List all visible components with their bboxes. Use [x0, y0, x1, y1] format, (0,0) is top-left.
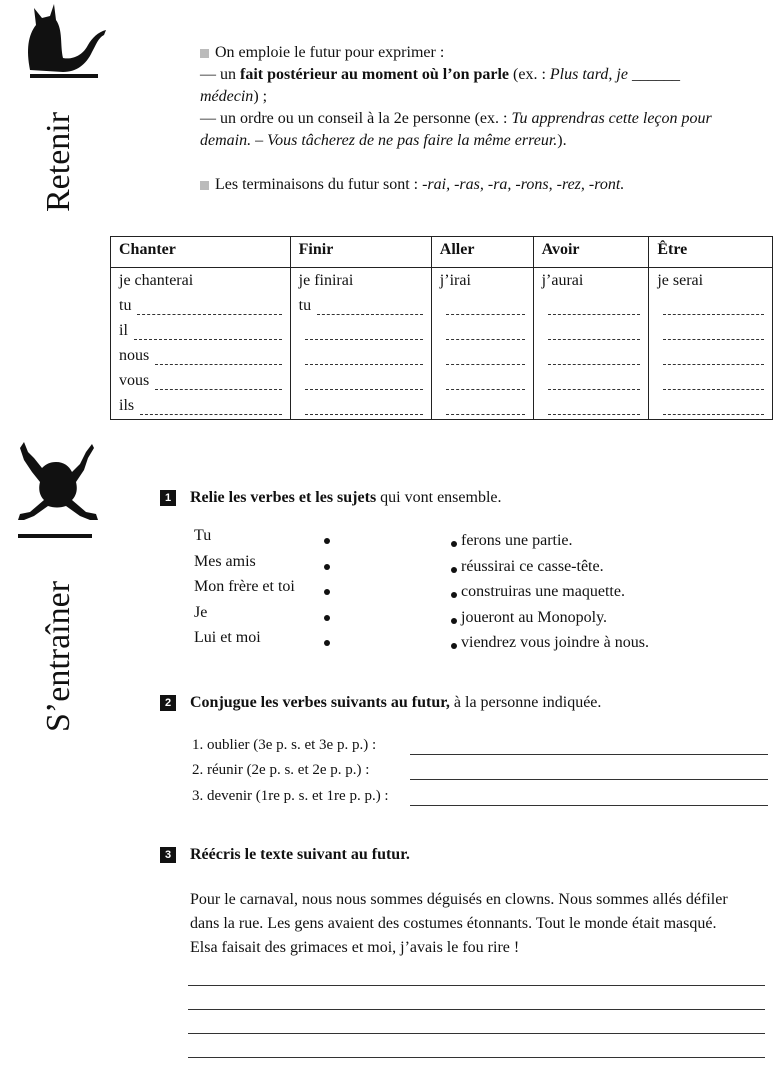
- answer-blank[interactable]: [446, 325, 525, 340]
- match-dot-right[interactable]: [451, 643, 457, 649]
- answer-blank[interactable]: [305, 350, 423, 365]
- list-item: Mes amis: [194, 552, 256, 570]
- list-item: construiras une maquette.: [461, 583, 625, 600]
- answer-blank[interactable]: [548, 375, 641, 390]
- col-chanter: je chanterai tu il nous vous ils: [111, 268, 291, 420]
- match-dot-right[interactable]: [451, 567, 457, 573]
- answer-line[interactable]: [410, 805, 768, 806]
- match-dot-right[interactable]: [451, 592, 457, 598]
- col-aller: j’irai: [431, 268, 533, 420]
- exercise-2-item: 3. devenir (1re p. s. et 1re p. p.) :: [192, 788, 389, 804]
- exercise-number-badge: 2: [160, 695, 176, 711]
- list-item: Lui et moi: [194, 629, 261, 646]
- match-dot-left[interactable]: [324, 538, 330, 544]
- retenir-rule: [30, 74, 98, 78]
- col-etre: je serai: [649, 268, 773, 420]
- list-item: joueront au Monopoly.: [461, 608, 608, 626]
- verbs-list: [461, 532, 649, 660]
- match-dot-left[interactable]: [324, 640, 330, 646]
- answer-blank[interactable]: [140, 400, 282, 415]
- answer-blank[interactable]: [663, 400, 764, 415]
- match-dot-left[interactable]: [324, 615, 330, 621]
- answer-blank[interactable]: [137, 300, 281, 315]
- answer-blank[interactable]: [663, 375, 764, 390]
- cat-icon: [8, 0, 108, 80]
- answer-blank[interactable]: [663, 300, 764, 315]
- retenir-label: Retenir: [40, 111, 77, 212]
- list-item: ferons une partie.: [461, 532, 573, 549]
- exercise-number-badge: 1: [160, 490, 176, 506]
- exercise-3-title: 3 Réécris le texte suivant au futur.: [160, 846, 410, 864]
- answer-blank[interactable]: [317, 300, 423, 315]
- header-aller: Aller: [431, 237, 533, 268]
- exercise-2-title: 2 Conjugue les verbes suivants au futur, à la personne indiquée.: [160, 694, 601, 712]
- header-etre: Être: [649, 237, 773, 268]
- table-body-row: [111, 268, 773, 420]
- col-avoir: j’aurai: [533, 268, 649, 420]
- answer-blank[interactable]: [305, 400, 423, 415]
- answer-blank[interactable]: [446, 350, 525, 365]
- subjects-list: [194, 527, 295, 655]
- answer-blank[interactable]: [155, 375, 281, 390]
- answer-blank[interactable]: [134, 325, 282, 340]
- exercise-number-badge: 3: [160, 847, 176, 863]
- conjugation-table: [110, 236, 773, 420]
- answer-blank[interactable]: [305, 375, 423, 390]
- answer-line[interactable]: [410, 779, 768, 780]
- match-dot-right[interactable]: [451, 541, 457, 547]
- list-item: réussirai ce casse-tête.: [461, 557, 604, 575]
- retenir-text: On emploie le futur pour exprimer : — un fait postérieur au moment où l’on parle (ex. : Plus tard, je ______ médecin) ; — un ordre ou un conseil à la 2e personne (ex. : Tu apprendras cette leçon pour demain. – Vous tâcherez de ne pas faire la même erreur.). Les terminaisons du futur sont : -rai, -ras, -ra, -rons, -rez, -ront.: [200, 44, 712, 193]
- table-header-row: [111, 237, 773, 268]
- header-avoir: Avoir: [533, 237, 649, 268]
- exercise-3-text: Pour le carnaval, nous nous sommes déguisés en clowns. Nous sommes allés défiler dans la rue. Les gens avaient des costumes étonnants. Tout le monde était masqué. Elsa faisait des grimaces et moi, j’avais le fou rire !: [190, 891, 728, 956]
- header-finir: Finir: [290, 237, 431, 268]
- header-chanter: Chanter: [111, 237, 291, 268]
- answer-blank[interactable]: [663, 325, 764, 340]
- answer-line[interactable]: [188, 1057, 765, 1058]
- answer-line[interactable]: [188, 985, 765, 986]
- answer-blank[interactable]: [446, 375, 525, 390]
- list-item: Mon frère et toi: [194, 578, 295, 595]
- square-bullet-icon: [200, 49, 209, 58]
- col-finir: je finirai tu: [290, 268, 431, 420]
- answer-line[interactable]: [188, 1009, 765, 1010]
- frog-icon: [14, 438, 104, 530]
- exercise-2-item: 2. réunir (2e p. s. et 2e p. p.) :: [192, 762, 370, 778]
- square-bullet-icon: [200, 181, 209, 190]
- answer-line[interactable]: [410, 754, 768, 755]
- match-dot-left[interactable]: [324, 564, 330, 570]
- sentrainer-rule: [18, 534, 92, 538]
- answer-blank[interactable]: [155, 350, 281, 365]
- answer-blank[interactable]: [548, 325, 641, 340]
- answer-blank[interactable]: [446, 400, 525, 415]
- answer-blank[interactable]: [548, 400, 641, 415]
- match-dot-right[interactable]: [451, 618, 457, 624]
- exercise-2-item: 1. oublier (3e p. s. et 3e p. p.) :: [192, 737, 377, 753]
- sentrainer-label: S’entraîner: [40, 580, 77, 732]
- list-item: Tu: [194, 527, 212, 544]
- list-item: viendrez vous joindre à nous.: [461, 634, 649, 651]
- exercise-1-title: 1 Relie les verbes et les sujets qui vont ensemble.: [160, 489, 501, 507]
- answer-blank[interactable]: [548, 300, 641, 315]
- answer-blank[interactable]: [548, 350, 641, 365]
- list-item: Je: [194, 603, 208, 621]
- answer-blank[interactable]: [663, 350, 764, 365]
- match-dot-left[interactable]: [324, 589, 330, 595]
- answer-line[interactable]: [188, 1033, 765, 1034]
- answer-blank[interactable]: [305, 325, 423, 340]
- answer-blank[interactable]: [446, 300, 525, 315]
